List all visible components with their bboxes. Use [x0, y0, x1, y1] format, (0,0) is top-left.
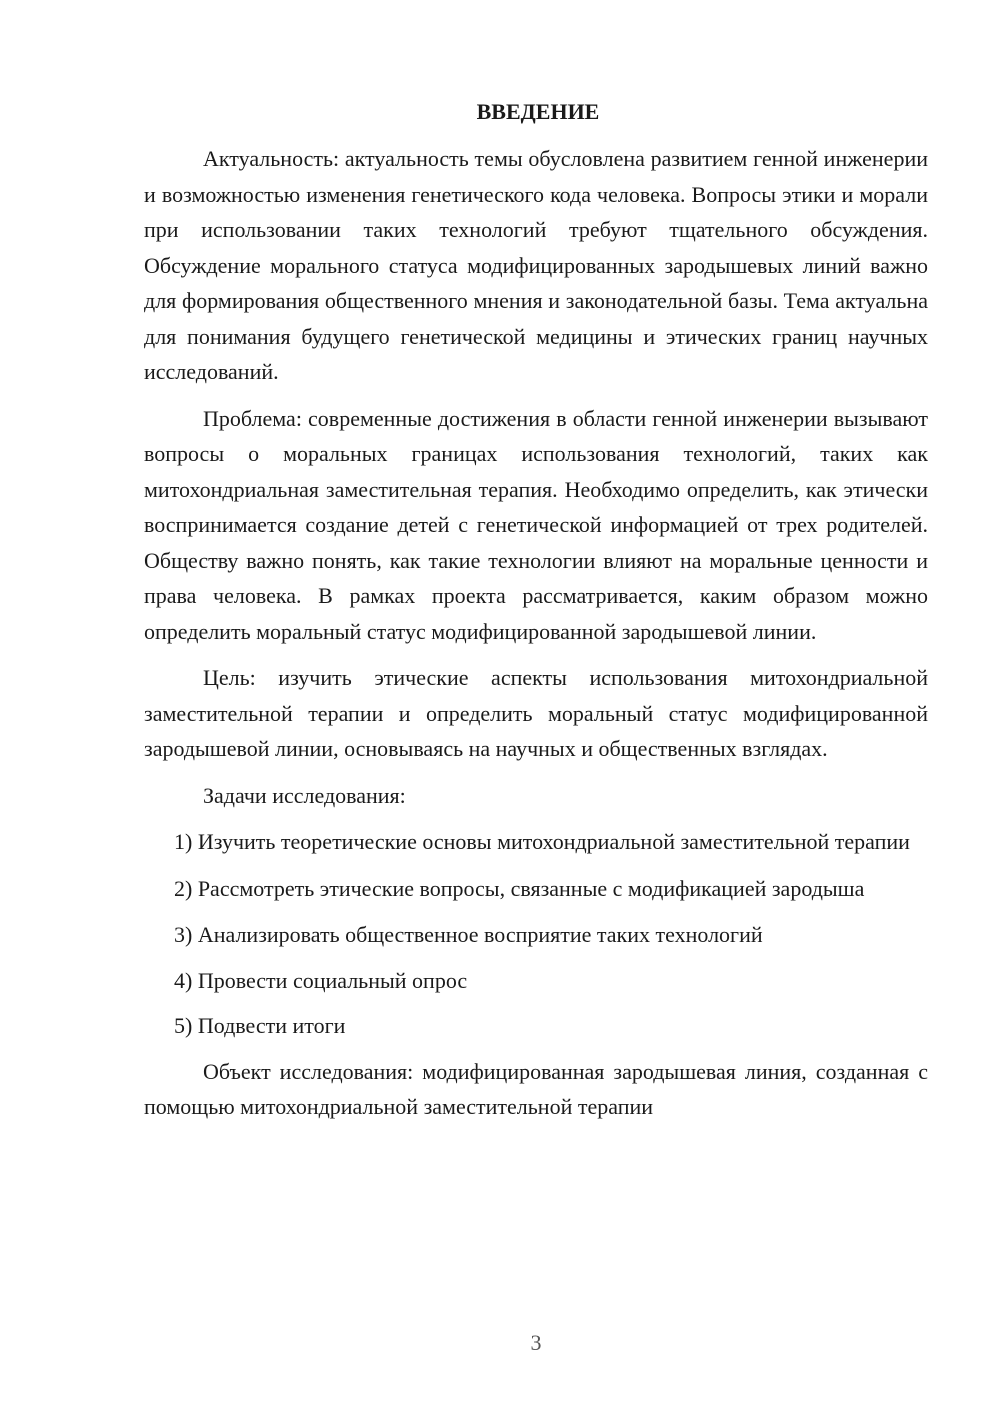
page-title: ВВЕДЕНИЕ: [476, 99, 600, 124]
paragraph-relevance: Актуальность: актуальность темы обусловлена развитием генной инженерии и возможностью изменения генетического кода человека. Вопросы этики и морали при использовании таких технологий требуют тщательного обсуждения. Обсуждение морального статуса модифицированных зародышевых линий важно для формирования общественного мнения и законодательной базы. Тема актуальна для понимания будущего генетической медицины и этических границ научных исследований.: [144, 146, 928, 384]
task-item-3: 3) Анализировать общественное восприятие таких технологий: [174, 922, 763, 947]
task-item-4: 4) Провести социальный опрос: [174, 967, 468, 993]
task-item-5: 5) Подвести итоги: [174, 1013, 346, 1038]
document-body: [144, 94, 928, 1136]
task-item-1: 1) Изучить теоретические основы митохондриальной заместительной терапии: [174, 829, 910, 854]
tasks-heading: Задачи исследования:: [203, 782, 406, 808]
task-item-2: 2) Рассмотреть этические вопросы, связанные с модификацией зародыша: [174, 875, 865, 901]
paragraph-goal: Цель: изучить этические аспекты использования митохондриальной заместительной терапии и определить моральный статус модифицированной зародышевой линии, основываясь на научных и общественных взглядах.: [144, 665, 928, 761]
paragraph-problem: Проблема: современные достижения в области генной инженерии вызывают вопросы о моральных границах использования технологий, таких как митохондриальная заместительная терапия. Необходимо определить, как этически воспринимается создание детей с генетической информацией от трех родителей. Обществу важно понять, как такие технологии влияют на моральные ценности и права человека. В рамках проекта рассматривается, каким образом можно определить моральный статус модифицированной зародышевой линии.: [144, 405, 928, 644]
paragraph-object: Объект исследования: модифицированная зародышевая линия, созданная с помощью митохондриальной заместительной терапии: [144, 1058, 928, 1119]
page-number: 3: [530, 1330, 542, 1355]
